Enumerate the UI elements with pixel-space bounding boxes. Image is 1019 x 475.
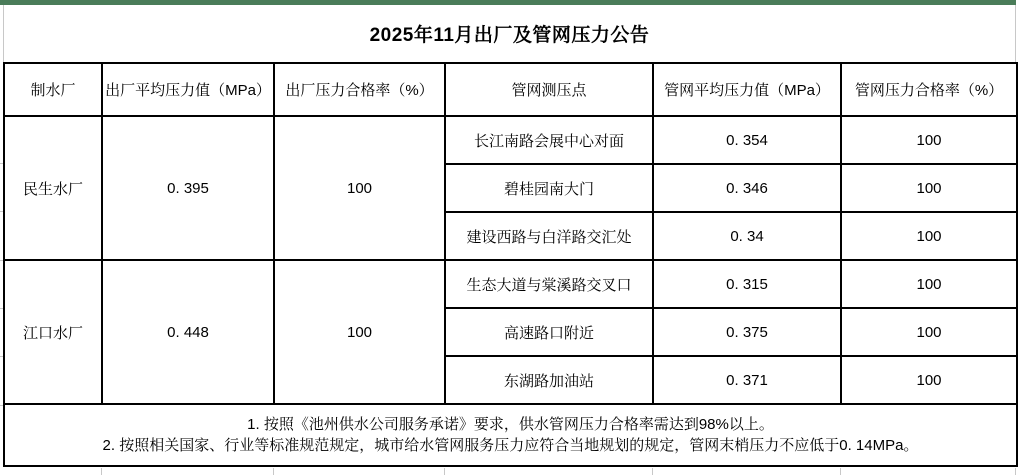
point-avg-pressure-cell: 0. 346 (653, 164, 841, 212)
point-avg-pressure-cell: 0. 34 (653, 212, 841, 260)
page-title: 2025年11月出厂及管网压力公告 (369, 25, 650, 46)
gridline-tick (1015, 468, 1016, 475)
gridline-tick (840, 468, 841, 475)
col-header-point: 管网测压点 (445, 63, 653, 116)
gridline-tick (444, 468, 445, 475)
point-name-cell: 生态大道与棠溪路交叉口 (445, 260, 653, 308)
point-avg-pressure-cell: 0. 354 (653, 116, 841, 164)
point-pass-rate-cell: 100 (841, 260, 1017, 308)
col-header-plant-avg-pressure: 出厂平均压力值（MPa） (102, 63, 274, 116)
table-header-row (4, 63, 1017, 116)
col-header-point-pass-rate: 管网压力合格率（%） (841, 63, 1017, 116)
table-row (4, 260, 1017, 308)
col-header-plant-pass-rate: 出厂压力合格率（%） (274, 63, 445, 116)
gridline-tick (0, 405, 3, 406)
point-name-cell: 高速路口附近 (445, 308, 653, 356)
title-section (3, 5, 1016, 62)
gridline-tick (0, 308, 3, 309)
plant-name-cell: 民生水厂 (4, 116, 102, 260)
point-pass-rate-cell: 100 (841, 164, 1017, 212)
point-name-cell: 长江南路会展中心对面 (445, 116, 653, 164)
gridline-tick (0, 211, 3, 212)
point-name-cell: 东湖路加油站 (445, 356, 653, 404)
table-row (4, 116, 1017, 164)
col-header-plant: 制水厂 (4, 63, 102, 116)
gridline-tick (101, 468, 102, 475)
point-name-cell: 建设西路与白洋路交汇处 (445, 212, 653, 260)
gridline-tick (0, 163, 3, 164)
point-pass-rate-cell: 100 (841, 356, 1017, 404)
pressure-table (3, 62, 1018, 467)
point-avg-pressure-cell: 0. 375 (653, 308, 841, 356)
notes-section (4, 404, 1017, 466)
plant-avg-pressure-cell: 0. 448 (102, 260, 274, 404)
gridline-tick (0, 260, 3, 261)
point-pass-rate-cell: 100 (841, 308, 1017, 356)
plant-pass-rate-cell: 100 (274, 260, 445, 404)
point-pass-rate-cell: 100 (841, 212, 1017, 260)
note-line-1: 1. 按照《池州供水公司服务承诺》要求，供水管网压力合格率需达到98%以上。 (247, 416, 774, 433)
point-avg-pressure-cell: 0. 315 (653, 260, 841, 308)
note-line-2: 2. 按照相关国家、行业等标准规范规定，城市给水管网服务压力应符合当地规划的规定，管网末梢压力不应低于0. 14MPa。 (102, 437, 919, 454)
point-name-cell: 碧桂园南大门 (445, 164, 653, 212)
point-avg-pressure-cell: 0. 371 (653, 356, 841, 404)
plant-pass-rate-cell: 100 (274, 116, 445, 260)
plant-avg-pressure-cell: 0. 395 (102, 116, 274, 260)
notes-row (4, 404, 1017, 466)
gridline-tick (652, 468, 653, 475)
gridline-tick (273, 468, 274, 475)
gridline-tick (0, 356, 3, 357)
point-pass-rate-cell: 100 (841, 116, 1017, 164)
plant-name-cell: 江口水厂 (4, 260, 102, 404)
col-header-point-avg-pressure: 管网平均压力值（MPa） (653, 63, 841, 116)
